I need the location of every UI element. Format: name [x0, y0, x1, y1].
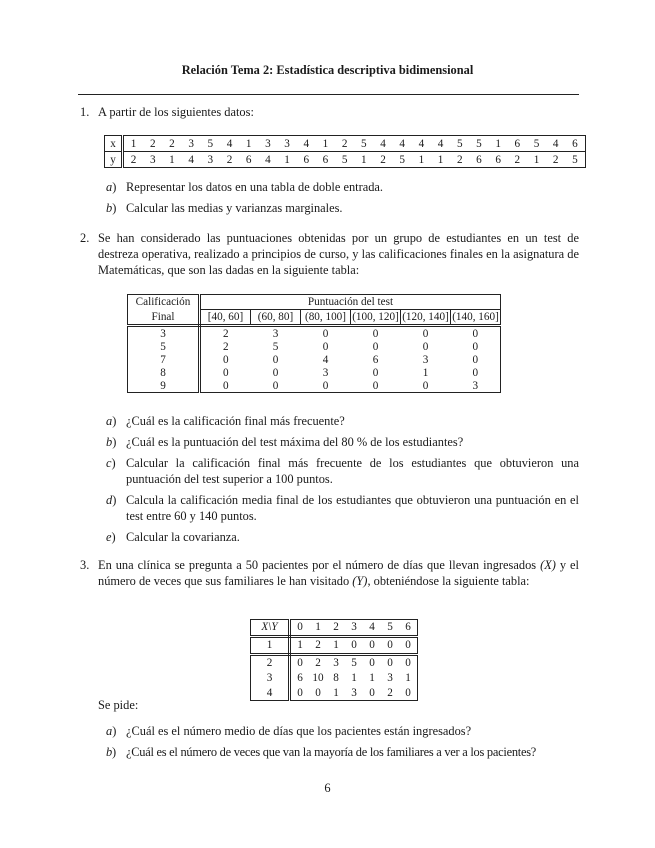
range-header: (140, 160]	[451, 310, 501, 326]
table-cell: 1	[169, 153, 175, 166]
table-cell: 5	[272, 340, 279, 353]
question-number: 1.	[80, 105, 90, 119]
table-cell: 0	[369, 686, 375, 699]
item-text: Calcular la covarianza.	[126, 530, 240, 544]
table-cell: 1	[351, 671, 357, 684]
table-cell: 3	[422, 353, 429, 366]
question-text: Se han considerado las puntuaciones obtenidas por un grupo de estudiantes en un test de destreza operativa, realizado a principios de curso, y las calificaciones finales en la asignatura de Matemáticas, que son las dadas en la siguiente tabla:	[98, 231, 579, 277]
table-cell: 2	[130, 153, 137, 166]
table-cell: 2	[456, 153, 463, 166]
se-pide: Se pide:	[98, 698, 139, 712]
table-cell: 3	[182, 136, 201, 152]
table-cell: 0	[472, 366, 479, 379]
table-cell: 6	[565, 136, 585, 152]
question-text: A partir de los siguientes datos:	[98, 105, 254, 119]
table-cell: 0	[272, 353, 279, 366]
table-cell: 3	[351, 686, 357, 699]
table-cell: 5	[450, 136, 469, 152]
column-header: 2	[327, 620, 345, 637]
table-header-row	[128, 295, 501, 310]
question-text: En una clínica se pregunta a 50 pacientes por el número de días que llevan ingresados	[98, 558, 537, 572]
row-header: 9	[128, 379, 200, 393]
table-cell: 3	[258, 136, 277, 152]
table-row	[251, 654, 418, 670]
title-rule	[78, 94, 579, 95]
item-label: e	[106, 530, 112, 544]
table-cell: 5	[572, 153, 578, 166]
range-header: (100, 120]	[351, 310, 401, 326]
table-cell: 5	[354, 136, 373, 152]
item-label: a	[106, 180, 113, 194]
list-item: b) ¿Cuál es la puntuación del test máxima del 80 % de los estudiantes?	[106, 435, 464, 449]
column-header: 4	[363, 620, 381, 637]
item-text: Calcular la calificación final más frecuente de los estudiantes que obtuvieron una puntuación del test superior a 100 puntos.	[126, 456, 579, 486]
table-cell: 0	[387, 656, 393, 669]
table-cell: 0	[315, 686, 321, 699]
table-cell: 4	[220, 136, 239, 152]
table-cell: 6	[508, 136, 527, 152]
table-cell: 0	[372, 366, 379, 379]
table-cell: 1	[489, 136, 508, 152]
range-header: (80, 100]	[301, 310, 351, 326]
table-cell: 0	[222, 366, 229, 379]
table-cell: 0	[422, 379, 429, 392]
table-cell: 1	[418, 153, 425, 166]
table-cell: 0	[399, 636, 418, 654]
question-1	[78, 104, 579, 120]
table-cell: 2	[162, 136, 181, 152]
table-row	[128, 366, 501, 379]
table-cell: 6	[495, 153, 501, 166]
table-cell: 2	[143, 136, 162, 152]
table-cell: 1	[327, 636, 345, 654]
row-header: 7	[128, 353, 200, 366]
header-cell: Final	[128, 310, 200, 326]
question-1-items	[78, 179, 579, 216]
list-item: c) Calcular la calificación final más frecuente de los estudiantes que obtuvieron una puntuación del test superior a 100 puntos.	[106, 456, 579, 486]
row-header: 5	[128, 340, 200, 353]
table-cell: 1	[405, 671, 411, 684]
table-cell: 0	[322, 379, 329, 392]
var-y: (Y)	[352, 574, 368, 588]
table-cell: 0	[322, 340, 329, 353]
table-cell: 2	[514, 153, 521, 166]
list-item: b) ¿Cuál es el número de veces que van la mayoría de los familiares a ver a los pacientes?	[106, 745, 537, 759]
item-text: Calcula la calificación media final de los estudiantes que obtuvieron una puntuación en el test entre 60 y 140 puntos.	[126, 493, 579, 523]
list-item: a) ¿Cuál es la calificación final más frecuente?	[106, 414, 345, 428]
table-cell: 0	[345, 636, 363, 654]
table-cell: 3	[333, 656, 339, 669]
table-cell: 2	[226, 153, 233, 166]
row-header: x	[105, 136, 123, 152]
table-cell: 4	[546, 136, 565, 152]
question-number: 3.	[80, 558, 90, 572]
table-row	[128, 353, 501, 366]
table-row-x	[105, 136, 586, 152]
table-cell: 5	[351, 656, 357, 669]
visits-table	[250, 619, 418, 701]
page-title: Relación Tema 2: Estadística descriptiva bidimensional	[181, 63, 474, 77]
table-cell: 6	[297, 671, 303, 684]
table-row	[128, 326, 501, 341]
question-2-items	[78, 413, 579, 545]
table-cell: 0	[297, 686, 303, 699]
table-cell: 1	[316, 136, 335, 152]
table-cell: 1	[290, 636, 310, 654]
table-cell: 10	[312, 671, 324, 684]
column-header: 1	[309, 620, 327, 637]
table-cell: 1	[422, 366, 429, 379]
table-cell: 3	[207, 153, 214, 166]
table-cell: 4	[373, 136, 392, 152]
table-cell: 1	[437, 153, 444, 166]
table-cell: 0	[405, 656, 411, 669]
table-cell: 2	[552, 153, 559, 166]
column-header: 5	[381, 620, 399, 637]
table-cell: 0	[381, 636, 399, 654]
item-text: ¿Cuál es la calificación final más frecuente?	[126, 414, 345, 428]
table-cell: 6	[303, 153, 310, 166]
table-cell: 3	[322, 366, 329, 379]
table-cell: 4	[431, 136, 450, 152]
table-cell: 1	[239, 136, 258, 152]
table-cell: 2	[222, 327, 229, 340]
grades-table	[127, 294, 501, 393]
table-cell: 3	[387, 671, 393, 684]
table-row-y	[105, 152, 586, 168]
table-cell: 6	[322, 153, 329, 166]
column-header: 6	[399, 620, 418, 637]
list-item: b) Calcular las medias y varianzas marginales.	[106, 201, 343, 215]
list-item: a) Representar los datos en una tabla de doble entrada.	[106, 180, 384, 194]
header-cell: Calificación	[128, 295, 200, 310]
table-cell: 4	[322, 353, 329, 366]
page-number: 6	[324, 781, 331, 795]
table-cell: 0	[405, 686, 411, 699]
list-item: a) ¿Cuál es el número medio de días que los pacientes están ingresados?	[106, 724, 472, 738]
table-cell: 2	[335, 136, 354, 152]
table-cell: 5	[399, 153, 406, 166]
item-label: a	[106, 724, 113, 738]
row-header: 8	[128, 366, 200, 379]
table-cell: 1	[533, 153, 540, 166]
table-cell: 2	[315, 656, 321, 669]
table-cell: 2	[380, 153, 386, 166]
item-label: c	[106, 456, 112, 470]
table-cell: 0	[422, 340, 429, 353]
item-text: Calcular las medias y varianzas marginales.	[126, 201, 343, 215]
table-cell: 0	[422, 327, 429, 340]
header-cell: Puntuación del test	[200, 295, 501, 310]
corner-cell: X\Y	[251, 620, 290, 637]
table-cell: 1	[123, 136, 144, 152]
table-cell: 5	[201, 136, 220, 152]
row-header: y	[105, 152, 123, 168]
table-cell: 0	[369, 656, 375, 669]
table-header-row	[251, 620, 418, 637]
table-cell: 0	[222, 353, 229, 366]
range-header: [40, 60]	[200, 310, 251, 326]
table-cell: 0	[472, 327, 479, 340]
table-cell: 0	[372, 327, 379, 340]
table-cell: 1	[361, 153, 367, 166]
item-text: ¿Cuál es el número de veces que van la mayoría de los familiares a ver a los pacientes?	[126, 745, 537, 759]
table-cell: 4	[188, 153, 194, 166]
column-header: 0	[290, 620, 310, 637]
item-label: d	[106, 493, 113, 507]
table-cell: 0	[297, 656, 303, 669]
table-cell: 5	[469, 136, 488, 152]
row-header: 2	[251, 654, 290, 670]
question-number: 2.	[80, 231, 90, 245]
table-cell: 8	[333, 671, 339, 684]
table-cell: 3	[278, 136, 297, 152]
question-2	[78, 230, 579, 278]
table-cell: 3	[272, 327, 279, 340]
table-row	[251, 636, 418, 654]
item-text: Representar los datos en una tabla de doble entrada.	[126, 180, 384, 194]
table-cell: 0	[222, 379, 229, 392]
table-cell: 2	[387, 686, 393, 699]
table-cell: 5	[341, 153, 348, 166]
table-cell: 1	[333, 686, 339, 699]
item-label: b	[106, 435, 113, 449]
table-cell: 2	[222, 340, 229, 353]
item-text: ¿Cuál es el número medio de días que los pacientes están ingresados?	[126, 724, 472, 738]
question-text: , obteniéndose la siguiente tabla:	[367, 574, 530, 588]
table-row	[128, 340, 501, 353]
var-x: (X)	[540, 558, 556, 572]
table-cell: 0	[372, 340, 379, 353]
table-cell: 3	[472, 379, 479, 392]
question-3	[78, 557, 579, 589]
item-label: b	[106, 201, 113, 215]
table-cell: 1	[369, 671, 375, 684]
table-cell: 1	[284, 153, 290, 166]
table-row	[251, 670, 418, 685]
table-cell: 6	[476, 153, 482, 166]
table-cell: 0	[363, 636, 381, 654]
table-cell: 4	[265, 153, 271, 166]
row-header: 3	[128, 326, 200, 341]
question-text: y el número de veces que sus familiares le han visitado	[98, 558, 579, 588]
row-header: 3	[251, 670, 290, 685]
table-cell: 6	[245, 153, 252, 166]
item-label: b	[106, 745, 112, 759]
table-cell: 0	[272, 366, 279, 379]
data-table-xy	[104, 135, 586, 168]
table-cell: 0	[472, 340, 479, 353]
table-row	[128, 379, 501, 393]
range-header: (60, 80]	[251, 310, 301, 326]
table-cell: 5	[527, 136, 546, 152]
column-header: 3	[345, 620, 363, 637]
item-text: ¿Cuál es la puntuación del test máxima del 80 % de los estudiantes?	[126, 435, 464, 449]
list-item: e) Calcular la covarianza.	[106, 530, 240, 544]
table-cell: 0	[322, 327, 329, 340]
table-cell: 0	[472, 353, 479, 366]
table-cell: 4	[393, 136, 412, 152]
table-cell: 6	[372, 353, 379, 366]
row-header: 4	[251, 685, 290, 700]
row-header: 1	[251, 636, 290, 654]
table-header-row	[128, 310, 501, 326]
table-cell: 0	[272, 379, 279, 392]
question-3-items	[78, 723, 579, 760]
table-cell: 0	[372, 379, 379, 392]
item-label: a	[106, 414, 113, 428]
table-cell: 4	[412, 136, 431, 152]
table-cell: 2	[309, 636, 327, 654]
table-cell: 3	[149, 153, 156, 166]
list-item: d) Calcula la calificación media final de los estudiantes que obtuvieron una puntuación en el test entre 60 y 140 puntos.	[106, 493, 579, 523]
table-cell: 4	[297, 136, 316, 152]
range-header: (120, 140]	[401, 310, 451, 326]
